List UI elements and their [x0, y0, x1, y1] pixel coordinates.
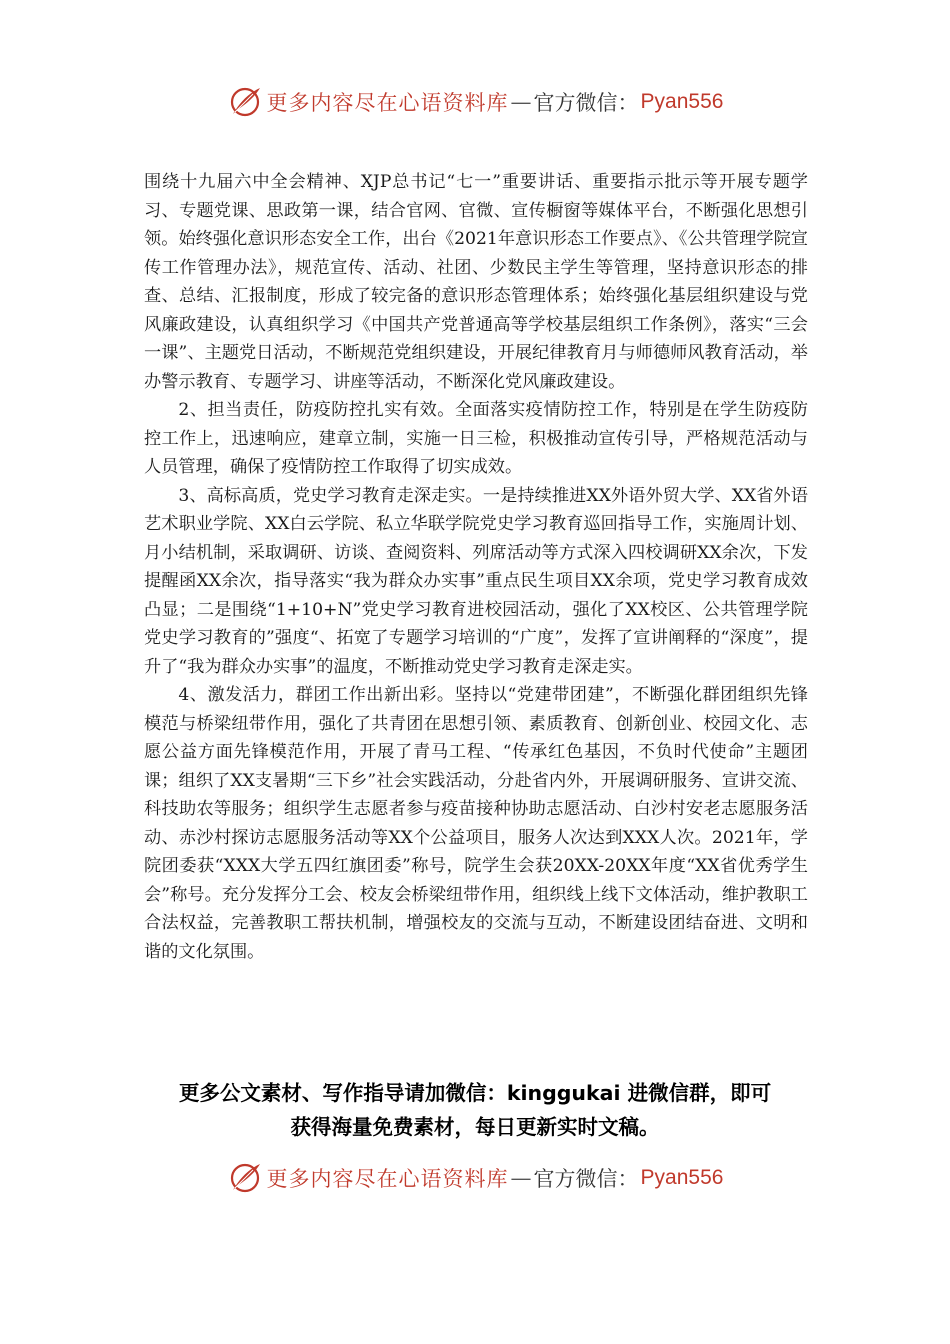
watermark-handle: Pyan556: [640, 1166, 724, 1189]
watermark-separator: —: [510, 1166, 532, 1190]
watermark-wechat-label: 官方微信：: [533, 1167, 639, 1191]
feather-pen-logo-icon: [227, 1160, 263, 1196]
paragraph-2: 2、担当责任，防疫防控扎实有效。全面落实疫情防控工作，特别是在学生防疫防控工作上，迅速响应，建章立制，实施一日三检，积极推动宣传引导，严格规范活动与人员管理，确保了疫情防控工作取得了切实成效。: [144, 400, 808, 477]
watermark-separator: —: [510, 90, 532, 114]
feather-pen-logo-icon: [227, 84, 263, 120]
watermark-site-text: 更多内容尽在心语资料库: [266, 1167, 509, 1191]
footer-watermark: [0, 1158, 950, 1198]
promo-note: [120, 1076, 830, 1144]
promo-note-line-2: 获得海量免费素材，每日更新实时文稿。: [290, 1115, 660, 1139]
header-watermark: [0, 82, 950, 122]
watermark-handle: Pyan556: [640, 90, 724, 113]
paragraph-3: 3、高标高质，党史学习教育走深走实。一是持续推进XX外语外贸大学、XX省外语艺术职业学院、XX白云学院、私立华联学院党史学习教育巡回指导工作，实施周计划、月小结机制，采取调研、访谈、查阅资料、列席活动等方式深入四校调研XX余次，下发提醒函XX余次，指导落实“我为群众办实事”重点民生项目XX余项，党史学习教育成效凸显；二是围绕“1+10+N”党史学习教育进校园活动，强化了XX校区、公共管理学院党史学习教育的”强度“、拓宽了专题学习培训的“广度”，发挥了宣讲阐释的“深度”，提升了“我为群众办实事”的温度，不断推动党史学习教育走深走实。: [144, 485, 808, 677]
paragraph-4: 4、激发活力，群团工作出新出彩。坚持以“党建带团建”，不断强化群团组织先锋模范与桥梁纽带作用，强化了共青团在思想引领、素质教育、创新创业、校园文化、志愿公益方面先锋模范作用，开展了青马工程、“传承红色基因，不负时代使命”主题团课；组织了XX支暑期“三下乡”社会实践活动，分赴省内外，开展调研服务、宣讲交流、科技助农等服务；组织学生志愿者参与疫苗接种协助志愿活动、白沙村安老志愿服务活动、赤沙村探访志愿服务活动等XX个公益项目，服务人次达到XXX人次。2021年，学院团委获“XXX大学五四红旗团委”称号，院学生会获20XX-20XX年度“XX省优秀学生会”称号。充分发挥分工会、校友会桥梁纽带作用，组织线上线下文体活动，维护教职工合法权益，完善教职工帮扶机制，增强校友的交流与互动，不断建设团结奋进、文明和谐的文化氛围。: [144, 685, 808, 962]
document-body: [144, 168, 808, 966]
watermark-wechat-label: 官方微信：: [533, 91, 639, 115]
watermark-site-text: 更多内容尽在心语资料库: [266, 91, 509, 115]
paragraph-1: 围绕十九届六中全会精神、XJP总书记“七一”重要讲话、重要指示批示等开展专题学习、专题党课、思政第一课，结合官网、官微、宣传橱窗等媒体平台，不断强化思想引领。始终强化意识形态安全工作，出台《2021年意识形态工作要点》、《公共管理学院宣传工作管理办法》，规范宣传、活动、社团、少数民主学生等管理，坚持意识形态的排查、总结、汇报制度，形成了较完备的意识形态管理体系；始终强化基层组织建设与党风廉政建设，认真组织学习《中国共产党普通高等学校基层组织工作条例》，落实“三会一课”、主题党日活动，不断规范党组织建设，开展纪律教育月与师德师风教育活动，举办警示教育、专题学习、讲座等活动，不断深化党风廉政建设。: [144, 172, 808, 392]
promo-note-line-1: 更多公文素材、写作指导请加微信：kinggukai 进微信群，即可: [178, 1081, 772, 1105]
